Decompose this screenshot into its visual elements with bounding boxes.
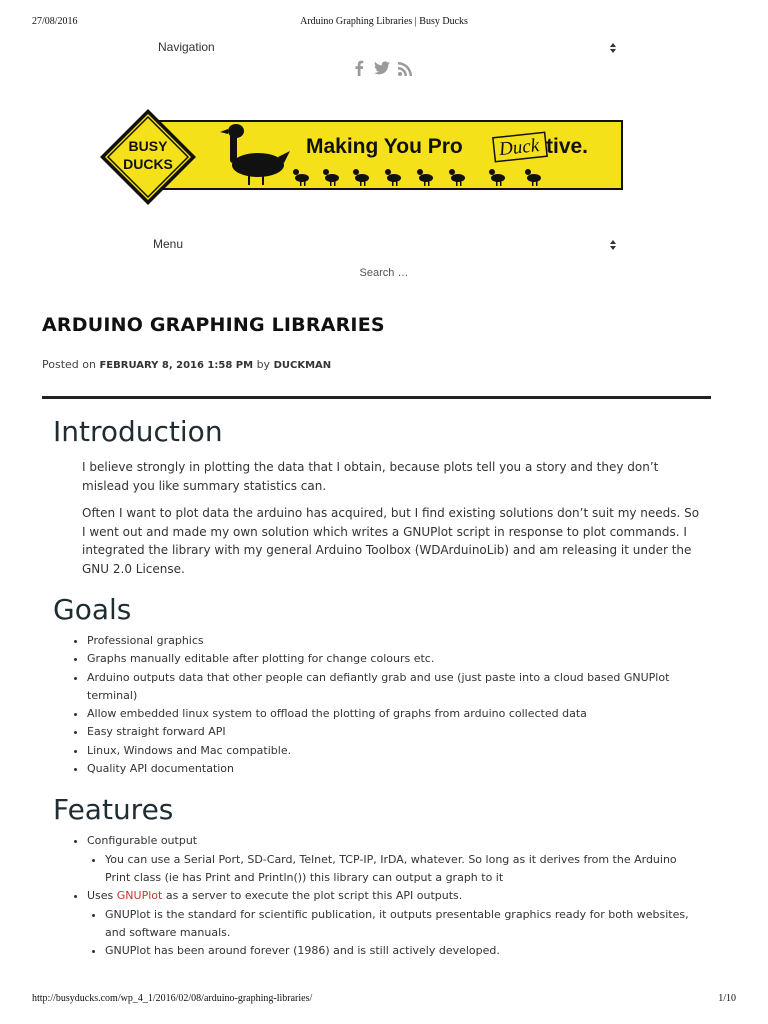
search-input[interactable]: Search … — [359, 267, 409, 279]
facebook-icon[interactable] — [354, 60, 364, 80]
goals-heading: Goals — [53, 593, 132, 626]
list-item: • Allow embedded linux system to offload the plotting of graphs from arduino collected data — [87, 705, 713, 723]
uses-label: Uses — [87, 889, 114, 903]
sign-line2: DUCKS — [123, 156, 173, 172]
select-arrows-icon — [608, 38, 618, 58]
site-banner-logo[interactable] — [98, 107, 626, 205]
posted-on-label: Posted on — [42, 358, 96, 371]
social-links — [350, 60, 420, 80]
post-date-link[interactable]: FEBRUARY 8, 2016 1:58 PM — [99, 360, 254, 371]
print-url: http://busyducks.com/wp_4_1/2016/02/08/arduino-graphing-libraries/ — [32, 993, 313, 1004]
uses-rest: as a server to execute the plot script this API outputs. — [165, 889, 463, 903]
tagline-duck: Duck — [498, 135, 541, 161]
goals-list — [53, 632, 713, 778]
by-label: by — [256, 358, 271, 371]
list-item: • Easy straight forward API — [87, 723, 713, 741]
list-item: • Linux, Windows and Mac compatible. — [87, 742, 713, 760]
list-item: • You can use a Serial Port, SD-Card, Telnet, TCP-IP, IrDA, whatever. So long as it derives from the Arduino Print class (ie has Print and Println()) this library can output a graph to it — [105, 851, 705, 888]
list-item: • GNUPlot has been around forever (1986) and is still actively developed. — [105, 942, 713, 960]
gnuplot-link[interactable]: GNUPlot — [116, 889, 163, 903]
author-link[interactable]: DUCKMAN — [273, 360, 332, 371]
print-footer — [0, 993, 768, 1007]
print-page-number: 1/10 — [718, 993, 736, 1004]
post-meta — [42, 358, 331, 371]
intro-heading: Introduction — [53, 415, 223, 448]
title-divider — [42, 396, 711, 399]
print-header — [0, 16, 768, 30]
rss-icon[interactable] — [398, 61, 412, 80]
navigation-label: Navigation — [158, 40, 215, 54]
intro-paragraph-1: I believe strongly in plotting the data that I obtain, because plots tell you a story and they don’t mislead you like summary statistics can. — [82, 460, 659, 493]
list-item: • Professional graphics — [87, 632, 713, 650]
article-content — [53, 412, 713, 960]
list-item: • GNUPlot is the standard for scientific publication, it outputs presentable graphics ready for both websites, and software manuals. — [105, 906, 705, 943]
print-page-title: Arduino Graphing Libraries | Busy Ducks — [300, 16, 468, 27]
feature-configurable-output: Configurable output — [87, 834, 198, 848]
print-date: 27/08/2016 — [32, 16, 78, 27]
busy-ducks-logo — [98, 107, 626, 205]
sign-line1: BUSY — [128, 138, 168, 154]
features-list — [53, 832, 713, 960]
page-title: ARDUINO GRAPHING LIBRARIES — [42, 314, 385, 336]
tagline-pre: Making You Pro — [306, 135, 463, 158]
menu-label: Menu — [153, 237, 184, 251]
list-item — [87, 832, 713, 887]
features-heading: Features — [53, 793, 174, 827]
navigation-select[interactable] — [150, 38, 620, 58]
list-item: • Graphs manually editable after plotting for change colours etc. — [87, 650, 713, 668]
list-item: • Quality API documentation — [87, 760, 713, 778]
intro-paragraph-2: Often I want to plot data the arduino has acquired, but I find existing solutions don’t suit my needs. So I went out and made my own solution which writes a GNUPlot script in response to plot commands. I integrated the library with my general Arduino Toolbox (WDArduinoLib) and am releasing it under the GNU 2.0 License. — [82, 506, 700, 576]
list-item: • Arduino outputs data that other people can defiantly grab and use (just paste into a cloud based GNUPlot terminal) — [87, 669, 677, 706]
menu-select[interactable] — [150, 235, 620, 255]
tagline-post: tive. — [546, 135, 589, 158]
select-arrows-icon — [608, 235, 618, 255]
twitter-icon[interactable] — [374, 60, 390, 79]
list-item — [87, 887, 713, 960]
